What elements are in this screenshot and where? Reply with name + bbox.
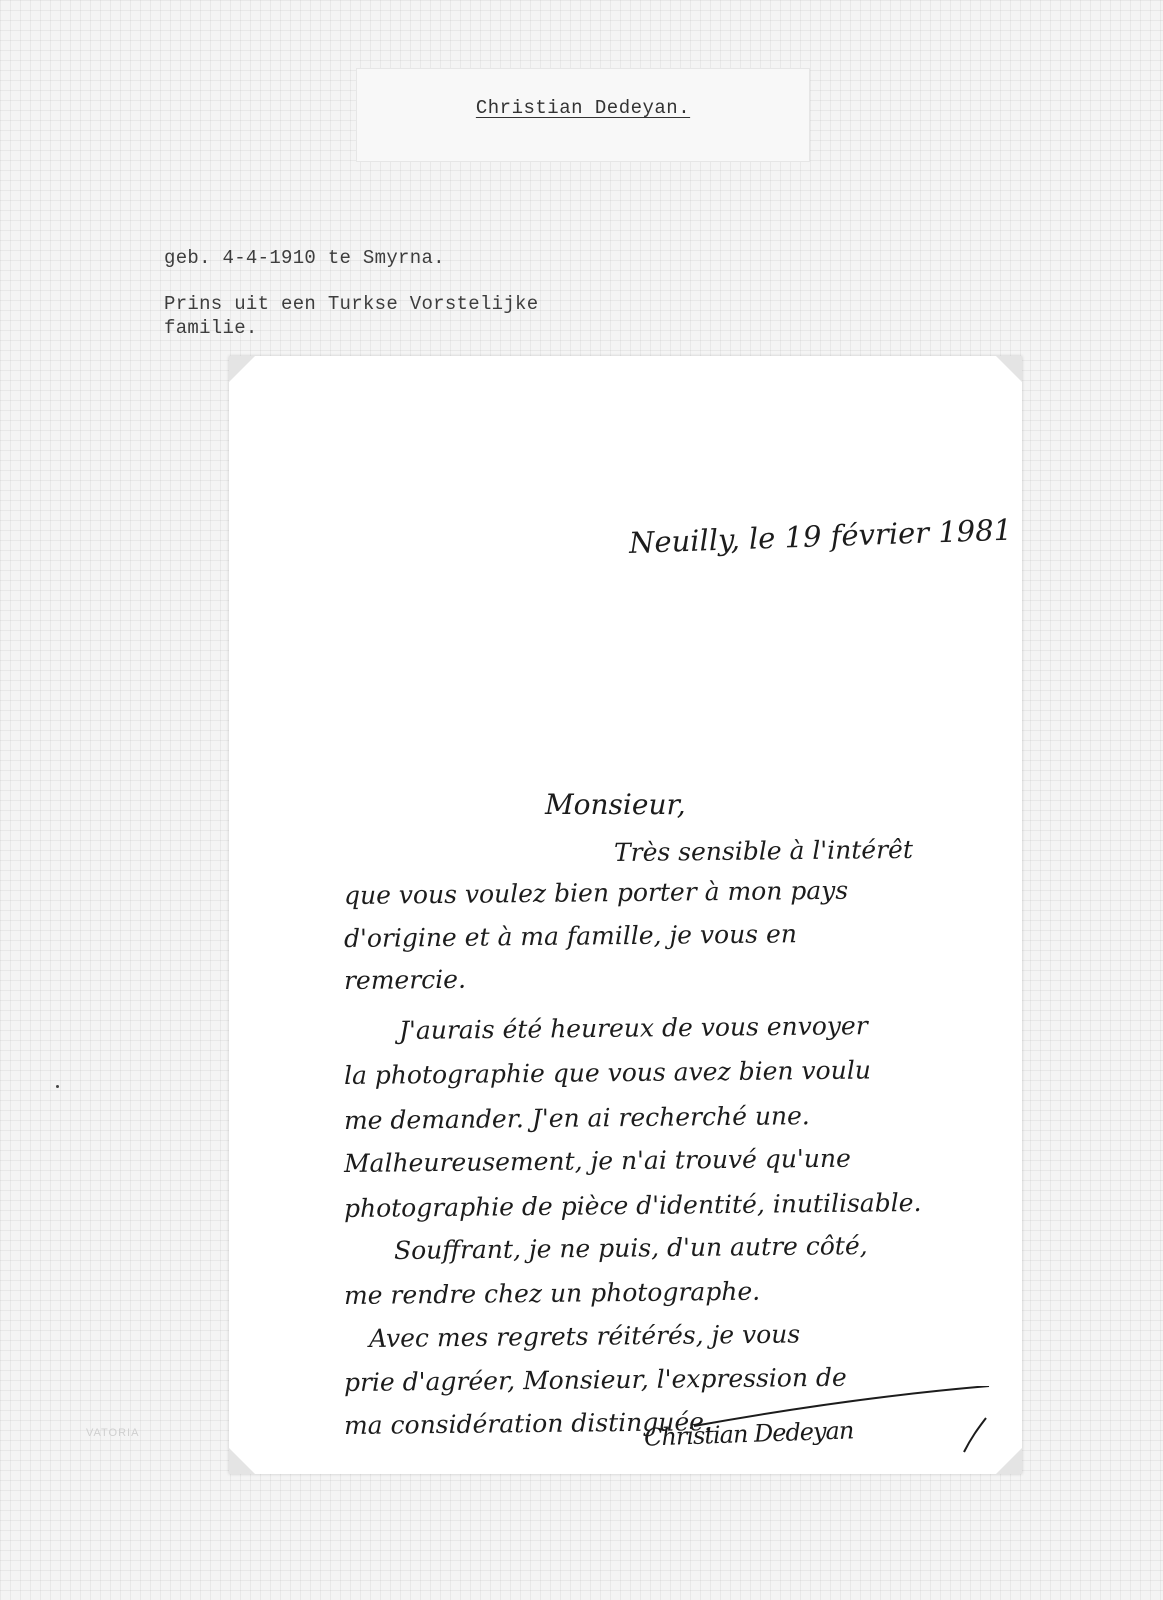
letter-body-line: me rendre chez un photographe. — [343, 1276, 761, 1310]
letter-body-line: ma considération distinguée. — [343, 1407, 713, 1440]
title-plate — [356, 68, 810, 162]
letter-body-line: Malheureusement, je n'ai trouvé qu'une — [343, 1143, 851, 1178]
letter-body-line: d'origine et à ma famille, je vous en — [343, 919, 798, 953]
photo-corner-bottom-right — [996, 1448, 1022, 1474]
ink-speck — [56, 1085, 59, 1088]
photo-corner-top-right — [996, 356, 1022, 382]
handwritten-letter — [229, 356, 1022, 1474]
signature-block — [634, 1386, 994, 1456]
letter-salutation: Monsieur, — [545, 788, 686, 821]
page-title: Christian Dedeyan. — [475, 97, 691, 119]
letter-body-line: Avec mes regrets réitérés, je vous — [368, 1319, 801, 1353]
letter-body-line: Souffrant, je ne puis, d'un autre côté, — [393, 1231, 868, 1265]
letter-body-line: prie d'agréer, Monsieur, l'expression de — [343, 1362, 847, 1397]
letter-body-line: me demander. J'en ai recherché une. — [343, 1101, 810, 1135]
birth-line: geb. 4-4-1910 te Smyrna. — [164, 247, 445, 269]
note-line-1: Prins uit een Turkse Vorstelijke — [164, 293, 539, 315]
letter-body-line: la photographie que vous avez bien voulu — [343, 1055, 871, 1090]
letter-body-line: J'aurais été heureux de vous envoyer — [398, 1011, 868, 1045]
signature: Christian Dedeyan — [643, 1416, 854, 1452]
letter-body-line: photographie de pièce d'identité, inutilisable. — [343, 1187, 922, 1223]
letter-body-line: que vous voulez bien porter à mon pays — [343, 875, 849, 910]
note-line-2: familie. — [164, 317, 258, 339]
album-watermark: VATORIA — [86, 1427, 140, 1439]
letter-body-line: remercie. — [343, 964, 467, 995]
photo-corner-top-left — [229, 356, 255, 382]
photo-corner-bottom-left — [229, 1448, 255, 1474]
letter-body-line: Très sensible à l'intérêt — [613, 834, 914, 867]
letter-dateline: Neuilly, le 19 février 1981 — [628, 512, 1013, 560]
